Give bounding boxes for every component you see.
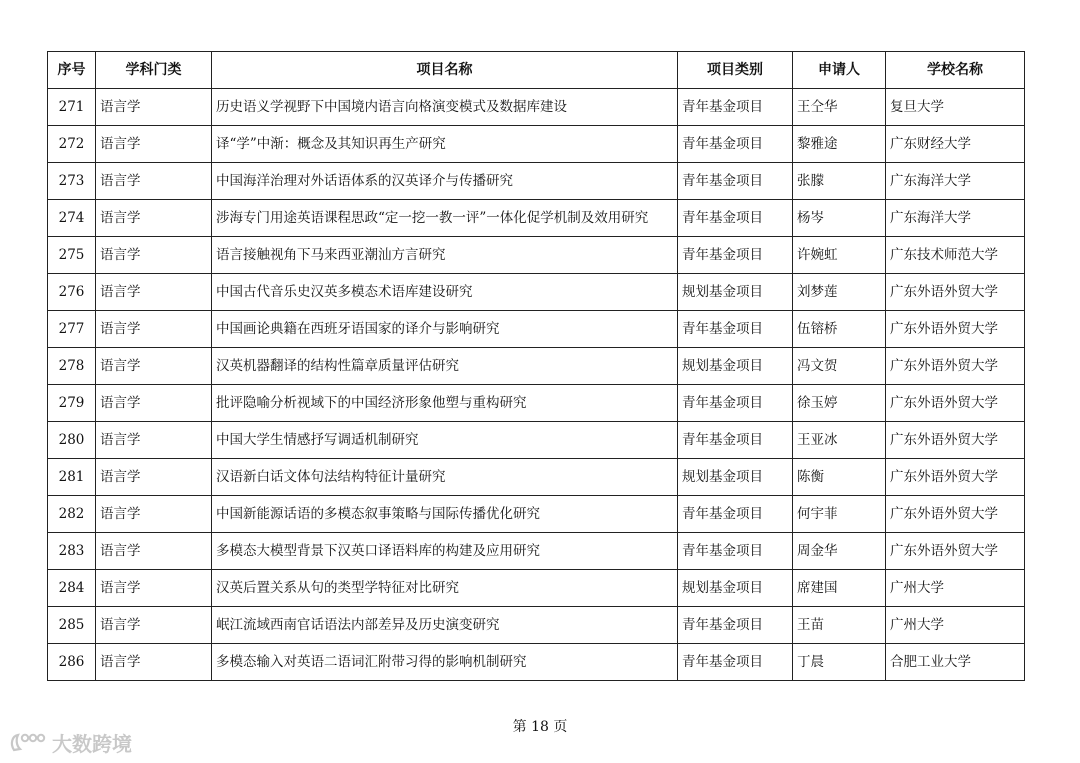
row-project-name: 汉语新白话文体句法结构特征计量研究 <box>212 459 678 496</box>
table-row <box>48 274 1025 311</box>
row-seq: 279 <box>48 385 96 422</box>
row-project-name: 译“学”中渐：概念及其知识再生产研究 <box>212 126 678 163</box>
table-row <box>48 89 1025 126</box>
row-school: 广东外语外贸大学 <box>886 533 1025 570</box>
row-subject: 语言学 <box>96 274 212 311</box>
row-subject: 语言学 <box>96 163 212 200</box>
row-applicant: 张朦 <box>793 163 886 200</box>
row-applicant: 王亚冰 <box>793 422 886 459</box>
row-school: 广东外语外贸大学 <box>886 422 1025 459</box>
table-row <box>48 126 1025 163</box>
row-subject: 语言学 <box>96 422 212 459</box>
row-project-name: 历史语义学视野下中国境内语言向格演变模式及数据库建设 <box>212 89 678 126</box>
project-table <box>47 51 1025 681</box>
row-subject: 语言学 <box>96 459 212 496</box>
row-subject: 语言学 <box>96 126 212 163</box>
watermark <box>8 728 132 757</box>
table-row <box>48 459 1025 496</box>
row-seq: 278 <box>48 348 96 385</box>
row-category: 青年基金项目 <box>678 644 793 681</box>
row-applicant: 杨岑 <box>793 200 886 237</box>
row-school: 广东财经大学 <box>886 126 1025 163</box>
row-subject: 语言学 <box>96 533 212 570</box>
row-category: 青年基金项目 <box>678 163 793 200</box>
row-project-name: 中国画论典籍在西班牙语国家的译介与影响研究 <box>212 311 678 348</box>
row-project-name: 中国新能源话语的多模态叙事策略与国际传播优化研究 <box>212 496 678 533</box>
row-category: 青年基金项目 <box>678 533 793 570</box>
watermark-text: 大数跨境 <box>52 732 132 756</box>
row-project-name: 中国古代音乐史汉英多模态术语库建设研究 <box>212 274 678 311</box>
table-row <box>48 311 1025 348</box>
table-row <box>48 385 1025 422</box>
row-subject: 语言学 <box>96 89 212 126</box>
table-row <box>48 533 1025 570</box>
row-subject: 语言学 <box>96 200 212 237</box>
row-applicant: 冯文贺 <box>793 348 886 385</box>
row-school: 广东外语外贸大学 <box>886 348 1025 385</box>
row-school: 广东外语外贸大学 <box>886 496 1025 533</box>
table-row <box>48 607 1025 644</box>
row-project-name: 中国海洋治理对外话语体系的汉英译介与传播研究 <box>212 163 678 200</box>
row-applicant: 王仝华 <box>793 89 886 126</box>
row-applicant: 丁晨 <box>793 644 886 681</box>
row-school: 合肥工业大学 <box>886 644 1025 681</box>
row-subject: 语言学 <box>96 496 212 533</box>
row-school: 广州大学 <box>886 570 1025 607</box>
table-row <box>48 348 1025 385</box>
row-subject: 语言学 <box>96 644 212 681</box>
row-applicant: 席建国 <box>793 570 886 607</box>
row-seq: 273 <box>48 163 96 200</box>
row-subject: 语言学 <box>96 237 212 274</box>
table-body <box>48 89 1025 681</box>
row-school: 广州大学 <box>886 607 1025 644</box>
row-seq: 277 <box>48 311 96 348</box>
row-seq: 284 <box>48 570 96 607</box>
header-applicant: 申请人 <box>793 52 886 89</box>
table-row <box>48 644 1025 681</box>
header-subject: 学科门类 <box>96 52 212 89</box>
row-school: 广东技术师范大学 <box>886 237 1025 274</box>
row-project-name: 多模态大模型背景下汉英口译语料库的构建及应用研究 <box>212 533 678 570</box>
table-row <box>48 422 1025 459</box>
watermark-logo-icon <box>8 730 48 756</box>
row-category: 青年基金项目 <box>678 311 793 348</box>
table-row <box>48 200 1025 237</box>
row-applicant: 陈衡 <box>793 459 886 496</box>
row-school: 广东海洋大学 <box>886 200 1025 237</box>
row-applicant: 周金华 <box>793 533 886 570</box>
header-school: 学校名称 <box>886 52 1025 89</box>
row-seq: 272 <box>48 126 96 163</box>
row-project-name: 语言接触视角下马来西亚潮汕方言研究 <box>212 237 678 274</box>
row-seq: 281 <box>48 459 96 496</box>
row-category: 青年基金项目 <box>678 89 793 126</box>
row-school: 广东海洋大学 <box>886 163 1025 200</box>
row-applicant: 何宇菲 <box>793 496 886 533</box>
row-category: 青年基金项目 <box>678 422 793 459</box>
row-category: 青年基金项目 <box>678 607 793 644</box>
table-row <box>48 496 1025 533</box>
row-category: 青年基金项目 <box>678 496 793 533</box>
row-category: 规划基金项目 <box>678 459 793 496</box>
row-seq: 280 <box>48 422 96 459</box>
row-applicant: 王苗 <box>793 607 886 644</box>
header-project-name: 项目名称 <box>212 52 678 89</box>
table-row <box>48 237 1025 274</box>
row-applicant: 刘梦莲 <box>793 274 886 311</box>
header-category: 项目类别 <box>678 52 793 89</box>
row-school: 复旦大学 <box>886 89 1025 126</box>
row-category: 规划基金项目 <box>678 348 793 385</box>
row-category: 青年基金项目 <box>678 385 793 422</box>
row-school: 广东外语外贸大学 <box>886 459 1025 496</box>
row-school: 广东外语外贸大学 <box>886 385 1025 422</box>
row-category: 规划基金项目 <box>678 570 793 607</box>
row-applicant: 许婉虹 <box>793 237 886 274</box>
row-applicant: 黎雅途 <box>793 126 886 163</box>
row-seq: 282 <box>48 496 96 533</box>
row-project-name: 岷江流域西南官话语法内部差异及历史演变研究 <box>212 607 678 644</box>
row-seq: 285 <box>48 607 96 644</box>
row-school: 广东外语外贸大学 <box>886 311 1025 348</box>
row-subject: 语言学 <box>96 385 212 422</box>
row-subject: 语言学 <box>96 348 212 385</box>
row-seq: 283 <box>48 533 96 570</box>
row-category: 青年基金项目 <box>678 200 793 237</box>
table-header-row <box>48 52 1025 89</box>
row-category: 规划基金项目 <box>678 274 793 311</box>
row-project-name: 涉海专门用途英语课程思政“定一挖一教一评”一体化促学机制及效用研究 <box>212 200 678 237</box>
row-applicant: 伍镕桥 <box>793 311 886 348</box>
page-number: 第 18 页 <box>512 719 568 735</box>
header-seq: 序号 <box>48 52 96 89</box>
table-row <box>48 163 1025 200</box>
row-seq: 275 <box>48 237 96 274</box>
row-project-name: 中国大学生情感抒写调适机制研究 <box>212 422 678 459</box>
row-category: 青年基金项目 <box>678 237 793 274</box>
row-seq: 274 <box>48 200 96 237</box>
row-subject: 语言学 <box>96 607 212 644</box>
row-category: 青年基金项目 <box>678 126 793 163</box>
row-seq: 271 <box>48 89 96 126</box>
row-school: 广东外语外贸大学 <box>886 274 1025 311</box>
row-project-name: 汉英后置关系从句的类型学特征对比研究 <box>212 570 678 607</box>
row-project-name: 批评隐喻分析视域下的中国经济形象他塑与重构研究 <box>212 385 678 422</box>
row-subject: 语言学 <box>96 570 212 607</box>
row-seq: 286 <box>48 644 96 681</box>
row-project-name: 多模态输入对英语二语词汇附带习得的影响机制研究 <box>212 644 678 681</box>
row-subject: 语言学 <box>96 311 212 348</box>
row-project-name: 汉英机器翻译的结构性篇章质量评估研究 <box>212 348 678 385</box>
row-seq: 276 <box>48 274 96 311</box>
table-row <box>48 570 1025 607</box>
row-applicant: 徐玉婷 <box>793 385 886 422</box>
